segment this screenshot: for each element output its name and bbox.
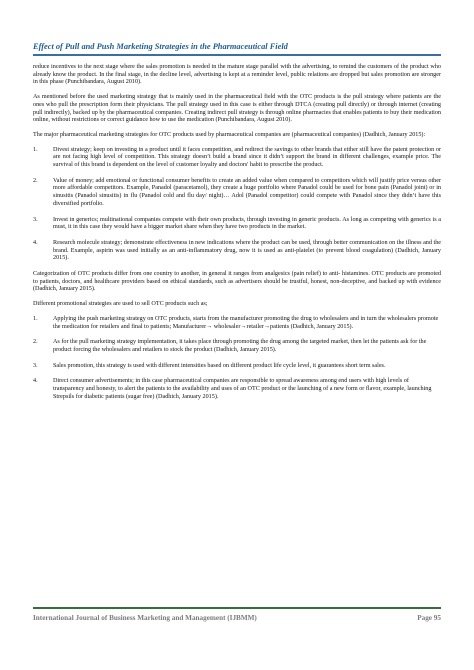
header-divider [33, 54, 441, 56]
paragraph: Different promotional strategies are used to sell OTC products such as; [33, 301, 208, 308]
document-body [33, 64, 441, 410]
list-item [33, 217, 441, 232]
running-header: Effect of Pull and Push Marketing Strategies in the Pharmaceutical Field [33, 42, 288, 51]
list-item-text: Sales promotion, this strategy is used with different intensities based on different product life cycle level, it guarantees short term sales. [53, 362, 386, 369]
list-number: 2. [33, 177, 38, 184]
list-item [33, 339, 441, 354]
list-item [33, 178, 441, 209]
list-item [33, 240, 441, 263]
list-item-text: Value of money; add emotional or functional consumer benefits to create an added value when compared to competitors which will justify price versus other more affordable competitors. Example, Panadol (paracetamol), they create a huge portfolio where Panadol could be used for bone pain (Panadol joint) or in sinusitis (Panadol sinusitis) in flu (Panadol cold and flu day/ night)… Adol (Panadol competitor) could compete with Panadol since they didn’t have this diversified portfolio. [53, 177, 441, 207]
list-item-text: Direct consumer advertisements; in this case pharmaceutical companies are responsible to spread awareness among end users with high levels of transparency and honesty, to alert the patients to the availability and uses of an OTC product or the launching of a new form or flavor, example, launching Strepsils for diabetic patients (sugar free) (Dadhich, January 2015). [53, 378, 432, 400]
list-item-text: Divest strategy; keep on investing in a product until it faces competition, and redirect the savings to other brands that either still have the patent protection or are not facing high level of competition. This strategy doesn’t build a brand since it didn’t support the brand in different challenges, example price. The survival of this brand is dependent on the level of customer loyalty and doctors' habit to prescribe the product. [53, 146, 441, 169]
list-item [33, 316, 441, 331]
list-item-text: Applying the push marketing strategy on OTC products, starts from the manufacturer promoting the drug to wholesalers and in turn the wholesalers promote the medication for retailers and final to patients; Manufacturer→ wholesaler→retailer→patients (Dadhich, January 2015). [53, 315, 439, 330]
list-number: 1. [33, 315, 38, 322]
list-number: 4. [33, 239, 38, 246]
list-item-text: Research molecule strategy; demonstrate effectiveness in new indications where the product can be used, through better communication on the illness and the brand. Example, aspirin was used initially as an anti-inflammatory drug, now it is used as anti-platelet (to prevent blood coagulation) (Dadhich, January 2015). [53, 239, 441, 262]
strategy-list [33, 147, 441, 263]
list-number: 3. [33, 362, 38, 369]
list-item [33, 378, 441, 401]
promotional-strategy-list [33, 316, 441, 402]
footer-divider [33, 607, 441, 609]
list-number: 4. [33, 378, 38, 385]
list-number: 2. [33, 339, 38, 346]
list-item [33, 363, 441, 371]
page-number: Page 95 [417, 614, 441, 622]
list-number: 1. [33, 146, 38, 153]
paragraph: As mentioned before the used marketing strategy that is mainly used in the pharmaceutical field with the OTC products is the pull strategy where patients are the ones who pull the prescription form their physicians. The pull strategy used in this case is either through DTCA (creating pull directly) or through internet (creating pull indirectly), backed up by the pharmaceutical companies. Creating indirect pull strategy is through online pharmacies that enables patients to buy their medication online, without restrictions or correct guidance how to use the medication (Punchibandara, August 2010). [33, 94, 441, 124]
footer-journal-name: International Journal of Business Marketing and Management (IJBMM) [33, 614, 257, 622]
paragraph: The major pharmaceutical marketing strategies for OTC products used by pharmaceutical companies are (pharmaceutical companies) (Dadhich, January 2015): [33, 131, 426, 138]
paragraph: Categorization of OTC products differ from one country to another, in general it ranges from analgesics (pain relief) to anti- histamines. OTC products are promoted to patients, doctors, and healthcare providers based on ethical standards, such as advertisers should be trustful, honest, non-deceptive, and backed up with evidence (Dadhich, January 2015). [33, 271, 441, 293]
list-item [33, 147, 441, 170]
list-item-text: Invest in generics; multinational companies compete with their own products, through investing in generic products. As long as competing with generics is a must, it in this case they would have a bigger market share when they have two products in the market. [53, 216, 441, 231]
list-number: 3. [33, 216, 38, 223]
list-item-text: As for the pull marketing strategy implementation, it takes place through promoting the drug among the targeted market, then let the patients ask for the product forcing the wholesalers and retailers to stock the product (Dadhich, January 2015). [53, 339, 427, 353]
paragraph: reduce incentives to the next stage where the sales promotion is needed in the mature stage parallel with the advertising, to remind the customers of the product who already know the product. In the final stage, in the decline level, advertising is kept at a reminder level, public relations are dropped but sales promotion are stronger in this phase (Punchibandara, August 2010). [33, 64, 441, 86]
